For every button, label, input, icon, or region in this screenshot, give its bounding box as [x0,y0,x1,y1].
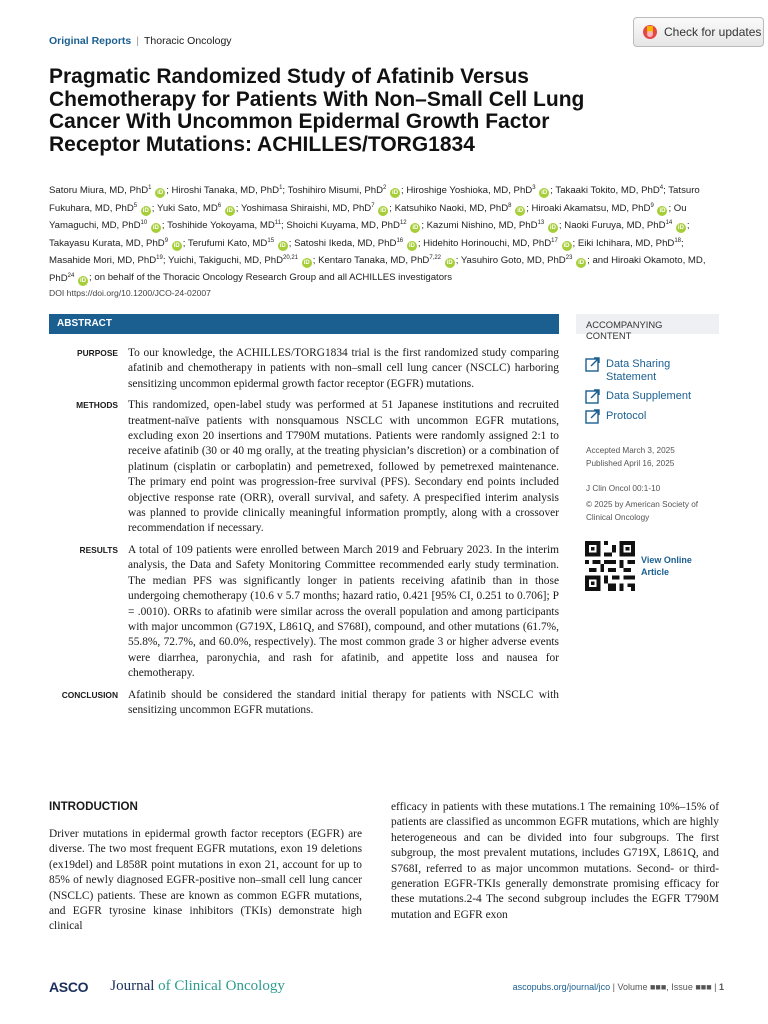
author-name: Tatsuro Fukuhara, MD, PhD [49,185,700,214]
intro-right-column: efficacy in patients with these mutations.1 The remaining 10%–15% of patients are classified as uncommon EGFR mutations, which are highly heterogeneous and can be divided into four subgroups. The first subgroup, the most prevalent mutations, includes G719X, L861Q, and S768I, referred to as major uncommon mutations. Second- or third-generation EGFR-TKIs generally demonstrate promising efficacy for these mutations.2-4 The second subgroup includes the EGFR T790M mutation and EGFR exon [391,801,719,921]
orcid-icon[interactable]: iD [279,242,286,249]
orcid-icon[interactable]: iD [412,225,419,232]
author-affiliation: 13 [537,219,545,226]
conclusion-text: Afatinib should be considered the standard initial therapy for patients with NSCLC with sensitizing uncommon EGFR mutations. [128,688,559,716]
author-affiliation: 16 [396,237,404,244]
author-affiliation: 8 [508,202,512,209]
page-footer [49,978,724,995]
author-name: Satoshi Ikeda, MD, PhD [294,237,397,249]
orcid-icon[interactable]: iD [549,225,556,232]
external-link-icon [585,389,600,404]
author-affiliation: 18 [674,237,682,244]
abstract-results [49,543,559,682]
author-affiliation: 5 [133,202,138,209]
data-sharing-link[interactable] [585,358,719,384]
orcid-icon[interactable]: iD [152,225,159,232]
orcid-icon[interactable]: iD [541,190,548,197]
author-affiliation: 19 [156,254,163,261]
data-sharing-label: Data Sharing Statement [606,358,671,383]
introduction-heading: INTRODUCTION [49,800,138,813]
author-name: Yoshimasa Shiraishi, MD, PhD [240,202,372,214]
journal-of: of [158,978,171,994]
data-supplement-link[interactable] [585,390,719,404]
accompanying-content-panel [576,314,719,592]
author-affiliation: 20,21 [283,254,299,261]
data-supplement-label: Data Supplement [606,390,691,402]
view-online-label: View Online Article [641,555,692,577]
orcid-icon[interactable]: iD [677,225,684,232]
orcid-icon[interactable]: iD [392,190,399,197]
methods-text: This randomized, open-label study was performed at 51 Japanese institutions and recruited treatment-naïve patients with nonsquamous NSCLC with uncommon EGFR mutations, excluding exon 20 insertions and T790M mutations. Patients were randomly assigned 2:1 to receive afatinib (30 or 40 mg orally, at the treating physician’s discretion) or a combination of platinum (cisplatin or carboplatin) and pemetrexed, followed by pemetrexed maintenance. The primary end point was progression-free survival (PFS). Secondary end points included objective response rate (ORR), overall survival, and safety. A prespecified interim analysis was planned to provide clinically meaningful information promptly, along with a crossover recommendation if necessary. [128,399,559,535]
orcid-icon[interactable]: iD [380,207,387,214]
author-name: Eiki Ichihara, MD, PhD [577,237,675,249]
orcid-icon[interactable]: iD [80,277,87,284]
intro-left-column: Driver mutations in epidermal growth factor receptors (EGFR) are diverse. The two most frequent EGFR mutations, exon 19 deletions (ex19del) and L858R point mutations in exon 21, account for up to 85% of newly diagnosed EGFR-positive non–small cell lung cancer (NSCLC) patients. These are known as common EGFR mutations, and EGFR tyrosine kinase inhibitors (TKIs) demonstrate high clinical [49,828,362,933]
author-name: Yasuhiro Goto, MD, PhD [460,255,566,267]
author-affiliation: 15 [267,237,275,244]
author-affiliation: 6 [217,202,222,209]
journal-name: Clinical Oncology [174,978,285,994]
footer-right [513,982,724,992]
protocol-link[interactable] [585,410,719,424]
author-name: Shoichi Kuyama, MD, PhD [286,220,400,232]
author-affiliation: 3 [532,185,536,191]
orcid-icon[interactable]: iD [303,260,310,267]
author-name: Ou Yamaguchi, MD, PhD [49,202,687,232]
doi-link[interactable]: DOI https://doi.org/10.1200/JCO-24-02007 [49,288,211,298]
orcid-icon[interactable]: iD [173,242,180,249]
orcid-icon[interactable]: iD [563,242,570,249]
author-affiliation: 14 [665,219,673,226]
abstract-conclusion [49,688,559,719]
author-name: Yuichi, Takiguchi, MD, PhD [168,255,284,267]
check-for-updates-button[interactable] [633,17,764,47]
author-affiliation: 4 [659,185,664,191]
author-list: Satoru Miura, MD, PhD$^1$ iD ; Hiroshi Tanaka, MD, PhD$^1$; Toshihiro Misumi, PhD$^2$ iD ; Hiroshige Yoshioka, MD, PhD$^3$ iD ; Takaaki Tokito, MD, PhD$^4$; Tatsuro Fukuhara, MD, PhD$^5$ iD ; Yuki Sato, $MD^6$ iD ; Yoshimasa Shiraishi, MD, PhD$^7$ iD ; Katsuhiko Naoki, MD, PhD$^8$ iD ; Hiroaki Akamatsu, MD, PhD$^9$ iD ; Ou Yamaguchi, MD, PhD$^{10}$ iD ; Toshihide Yokoyama, MD$^{11}$; Shoichi Kuyama, MD, PhD$^{12}$ iD ; Kazumi Nishino, MD, PhD$^{13}$ iD ; Naoki Furuya, MD, PhD$^{14}$ iD ; Takayasu Kurata, MD, PhD$^9$ iD ; Terufumi Kato, MD$^{15}$ iD ; Satoshi Ikeda, MD, PhD$^{16}$ iD ; Hidehito Horinouchi, MD, PhD$^{17}$ iD ; Eiki Ichihara, MD, PhD$^{18}$; Masahide Mori, MD, PhD$^{19}$; Yuichi, Takiguchi, MD, PhD$^{20,21}$ iD ; Kentaro Tanaka, MD, PhD$^{7,22}$ iD ; Yasuhiro Goto, MD, PhD$^{23}$ iD ; and Hiroaki Okamoto, MD, PhD$^{24}$ iD ; on behalf of the Thoracic Oncology Research Group and all ACHILLES investigators [49,185,706,284]
author-name: Toshihiro Misumi, PhD [287,185,384,197]
author-name: Terufumi Kato, MD [187,237,268,249]
abstract-body [49,346,559,724]
author-name: Takayasu Kurata, MD, PhD [49,237,165,249]
author-name: Naoki Furuya, MD, PhD [564,220,666,232]
orcid-icon[interactable]: iD [659,207,666,214]
author-affiliation: 2 [383,185,387,191]
author-name: Hiroaki Akamatsu, MD, PhD [531,202,651,214]
accompanying-content-heading: ACCOMPANYING CONTENT [576,314,719,334]
author-affiliation: 1 [148,185,152,191]
author-name: Kazumi Nishino, MD, PhD [426,220,538,232]
author-name: Hiroshige Yoshioka, MD, PhD [406,185,533,197]
author-name: Toshihide Yokoyama, MD [167,220,275,232]
author-name: and Hiroaki Okamoto, MD, PhD [49,255,706,284]
author-affiliation: 10 [140,219,148,226]
author-name: Katsuhiko Naoki, MD, PhD [394,202,509,214]
author-name: Takaaki Tokito, MD, PhD [555,185,660,197]
conclusion-label: CONCLUSION [61,689,118,700]
category-label[interactable]: Thoracic Oncology [144,35,232,47]
journal-word: Journal [110,978,155,994]
copyright: © 2025 by American Society of Clinical Oncology [586,500,699,522]
author-name: Kentaro Tanaka, MD, PhD [318,255,430,267]
author-affiliation: 9 [164,237,169,244]
orcid-icon[interactable]: iD [157,190,164,197]
external-link-icon [585,409,600,424]
journal-url[interactable]: ascopubs.org/journal/jco [512,981,611,992]
author-name: Hidehito Horinouchi, MD, PhD [423,237,552,249]
journal-logo [110,978,285,995]
asco-logo: ASCO [49,978,89,995]
methods-label: METHODS [76,400,118,411]
author-affiliation: 12 [399,219,407,226]
citation: J Clin Oncol 00:1-10 [586,484,661,493]
author-affiliation: 1 [279,185,283,191]
results-text: A total of 109 patients were enrolled between March 2019 and February 2023. In the interim analysis, the Data and Safety Monitoring Committee recommended early study termination. The median PFS was significantly longer in patients receiving afatinib than in those undergoing chemotherapy (10.6 v 5.7 months; hazard ratio, 0.421 [95% CI, 0.251 to 0.706]; P = .0010). ORRs to afatinib were similar across the overall population and among participants with major uncommon (G719X, L861Q, and S768I), compound, and other mutations (61.7%, 55.8%, 72.7%, and 60.0%, respectively). The most common grade 3 or higher adverse events were diarrhea, paronychia, and rash for afatinib, and appetite loss and nausea for chemotherapy. [128,543,559,680]
author-name: Masahide Mori, MD, PhD [49,255,157,267]
orcid-icon[interactable]: iD [446,260,453,267]
abstract-purpose [49,346,559,392]
author-affiliation: 9 [650,202,654,209]
author-affiliation: 7 [371,202,375,209]
orcid-icon[interactable]: iD [226,207,233,214]
authors-tail: ; on behalf of the Thoracic Oncology Research Group and all ACHILLES investigators [89,272,453,284]
author-name: Satoru Miura, MD, PhD [49,185,149,197]
author-affiliation: 17 [551,237,558,244]
orcid-icon[interactable]: iD [408,242,415,249]
page-number: 1 [718,981,724,992]
orcid-icon[interactable]: iD [578,260,585,267]
author-name: Hiroshi Tanaka, MD, PhD [171,185,280,197]
article-title: Pragmatic Randomized Study of Afatinib Versus Chemotherapy for Patients With Non–Small Cell Lung Cancer With Uncommon Epidermal Growth Factor Receptor Mutations: ACHILLES/TORG1834 [49,65,585,156]
purpose-text: To our knowledge, the ACHILLES/TORG1834 trial is the first randomized study comparing afatinib and chemotherapy in patients with non–small cell lung cancer (NSCLC) harboring sensitizing uncommon epidermal growth factor receptor (EGFR) mutations. [128,347,559,390]
volume-issue: | Volume ■■■, Issue ■■■ | [612,981,717,992]
author-affiliation: 7,22 [429,254,442,261]
author-affiliation: 11 [274,219,282,226]
protocol-label: Protocol [606,410,647,422]
author-name: Yuki Sato, MD [156,202,218,214]
qr-code-icon [585,540,635,592]
author-affiliation: 23 [565,254,573,261]
abstract-heading: ABSTRACT [49,314,559,334]
external-link-icon [585,357,600,372]
abstract-methods [49,398,559,537]
view-online-block[interactable] [585,540,719,592]
section-label[interactable]: Original Reports [49,35,132,47]
results-label: RESULTS [79,544,118,555]
purpose-label: PURPOSE [77,348,118,358]
check-for-updates-label: Check for updates [664,25,762,39]
crossmark-icon [642,23,658,41]
section-breadcrumb: Original Reports | Thoracic Oncology [49,35,232,47]
orcid-icon[interactable]: iD [517,207,524,214]
published-date: Published April 16, 2025 [586,459,675,468]
author-affiliation: 24 [67,272,75,279]
accepted-date: Accepted March 3, 2025 [586,446,675,455]
orcid-icon[interactable]: iD [142,207,149,214]
